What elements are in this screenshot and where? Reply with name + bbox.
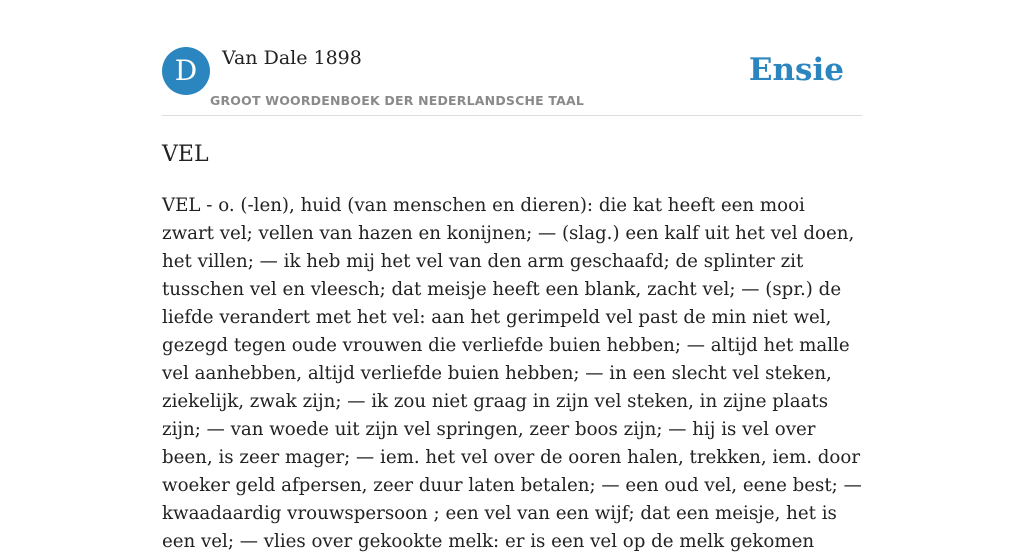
- headword: VEL: [162, 142, 209, 167]
- source-avatar[interactable]: D: [162, 47, 210, 95]
- source-title[interactable]: Van Dale 1898: [222, 47, 362, 69]
- brand-logo[interactable]: Ensie: [748, 52, 844, 88]
- source-subtitle: GROOT WOORDENBOEK DER NEDERLANDSCHE TAAL: [210, 93, 585, 108]
- definition-text: VEL - o. (-len), huid (van menschen en dieren): die kat heeft een mooi zwart vel; vellen van hazen en konijnen; — (slag.) een kalf uit het vel doen, het villen; — ik heb mij het vel van den arm geschaafd; de splinter zit tusschen vel en vleesch; dat meisje heeft een blank, zacht vel; — (spr.) de liefde verandert met het vel: aan het gerimpeld vel past de min niet wel, gezegd tegen oude vrouwen die verliefde buien hebben; — altijd het malle vel aanhebben, altijd verliefde buien hebben; — in een slecht vel steken, ziekelijk, zwak zijn; — ik zou niet graag in zijn vel steken, in zijne plaats zijn; — van woede uit zijn vel springen, zeer boos zijn; — hij is vel over been, is zeer mager; — iem. het vel over de ooren halen, trekken, iem. door woeker geld afpersen, zeer duur laten betalen; — een oud vel, eene best; — kwaadaardig vrouwspersoon ; een vel van een wijf; dat een meisje, het is een vel; — vlies over gekookte melk: er is een vel op de melk gekomen: [162, 195, 862, 552]
- source-header: [162, 46, 862, 116]
